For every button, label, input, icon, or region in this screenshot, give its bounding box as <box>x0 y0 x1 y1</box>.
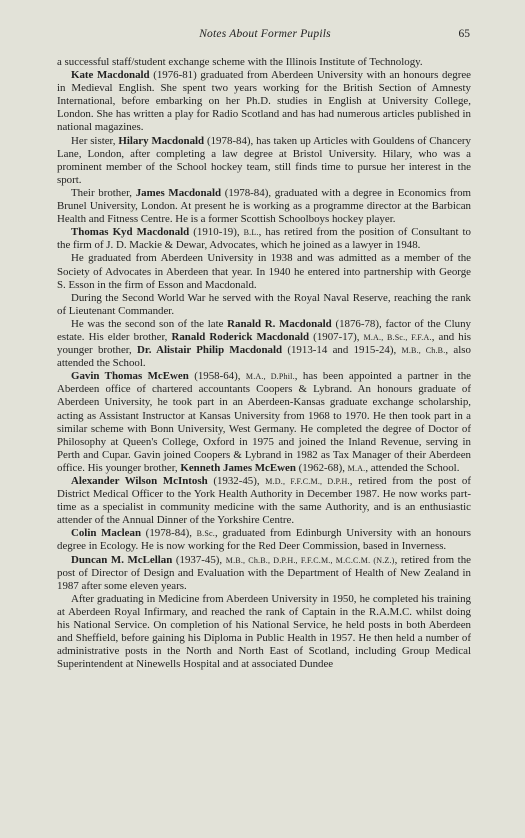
degree-abbreviations: M.B., Ch.B., D.P.H., F.F.C.M., M.C.C.M. (N.Z.) <box>225 555 395 565</box>
paragraph-text: (1910-19), <box>189 226 244 239</box>
paragraph-text: , attended the School. <box>365 461 460 474</box>
paragraph-text: (1978-84), graduated with a degree in Economics from Brunel University, London. At present he is working as a programme director at the Barbican Health and Fitness Centre. He is a former Scottish Schoolboys hockey player. <box>57 186 472 226</box>
person-name: Colin Maclean <box>71 527 142 540</box>
paragraph-text: , has been appointed a partner in the Aberdeen office of chartered accountants Coopers & Lybrand. An honours graduate of Aberdeen University, he took part in an Aberdeen-Kansas graduate exchange scholarship, acting as Assistant Instructor at Kansas University from 1968 to 1970. He then took part in a similar scheme with Bonn University, West Germany. He completed the degree of Doctor of Philosophy at Queen's College, Oxford in 1975 and joined the Inland Revenue, serving in Perth and Cupar. Gavin joined Coopers & Lybrand in 1982 as Tax Manager of their Aberdeen office. His younger brother, <box>57 370 471 474</box>
person-name: Duncan M. McLellan <box>71 553 173 566</box>
degree-abbreviations: M.A., B.Sc., F.F.A. <box>363 332 432 342</box>
page-header <box>60 28 470 44</box>
paragraph-text: After graduating in Medicine from Aberdeen University in 1950, he completed his training at Aberdeen Royal Infirmary, and reached the rank of Captain in the R.A.M.C. whilst doing his National Service. On completion of his National Service, he held posts in both Aberdeen and Sheffield, before gaining his Diploma in Public Health in 1957. He then held a number of administrative posts in the North and North East of Scotland, including Group Medical Superintendent at Ninewells Hospital and at associated Dundee <box>57 592 471 671</box>
paragraph-text: , retired from the post of District Medical Officer to the York Health Authority in December 1987. He now works part-time as a specialist in community medicine with the same Authority, and is an enthusiastic attender of the Annual Dinner of the Yorkshire Centre. <box>57 475 471 527</box>
degree-abbreviations: B.L. <box>243 228 259 238</box>
paragraph <box>57 226 471 252</box>
paragraph <box>57 252 471 291</box>
paragraph <box>57 135 471 187</box>
paragraph <box>57 593 471 672</box>
paragraph-text: (1932-45), <box>207 475 266 487</box>
paragraph-text: Her sister, <box>71 134 119 147</box>
paragraph-text: , has retired from the position of Consultant to the firm of J. D. Mackie & Dewar, Advocates, which he joined as a lawyer in 1948. <box>57 226 471 252</box>
paragraph-text: (1962-68), <box>295 461 348 474</box>
person-name: Kenneth James McEwen <box>180 461 296 474</box>
paragraph-text: He was the second son of the late <box>71 317 228 330</box>
degree-abbreviations: M.A., D.Phil. <box>245 372 295 382</box>
paragraph-text: , graduated from Edinburgh University with an honours degree in Ecology. He is now working for the Red Deer Commission, based in Inverness. <box>57 527 471 553</box>
paragraph-text: During the Second World War he served with the Royal Naval Reserve, reaching the rank of Lieutenant Commander. <box>57 291 471 317</box>
person-name: Gavin Thomas McEwen <box>71 370 189 383</box>
paragraph-text: (1958-64), <box>188 370 246 383</box>
paragraph-text: (1937-45), <box>172 553 226 566</box>
paragraph-text: , also attended the School. <box>57 344 471 370</box>
paragraph-text: (1913-14 and 1915-24), <box>282 344 402 357</box>
body-text <box>57 56 471 671</box>
person-name: Dr. Alistair Philip Macdonald <box>137 344 283 357</box>
paragraph <box>57 69 471 134</box>
person-name: Kate Macdonald <box>71 69 150 82</box>
paragraph <box>57 318 471 370</box>
paragraph-text: , retired from the post of Director of Design and Evaluation with the Department of Health of New Zealand in 1987 after some eleven years. <box>57 553 471 592</box>
degree-abbreviations: B.Sc. <box>196 529 215 539</box>
paragraph <box>57 475 471 527</box>
paragraph-text: He graduated from Aberdeen University in 1938 and was admitted as a member of the Society of Advocates in Aberdeen that year. In 1940 he entered into partnership with George S. Esson in the firm of Esson and Macdonald. <box>57 252 471 291</box>
paragraph-text: (1876-78), factor of the Cluny estate. His elder brother, <box>57 317 471 343</box>
paragraph <box>57 187 471 226</box>
person-name: Alexander Wilson McIntosh <box>71 475 208 487</box>
paragraph-text: (1907-17), <box>309 330 364 343</box>
running-title: Notes About Former Pupils <box>199 28 331 40</box>
degree-abbreviations: M.A. <box>347 463 366 473</box>
person-name: James Macdonald <box>135 186 222 199</box>
person-name: Thomas Kyd Macdonald <box>71 226 190 239</box>
person-name: Ranald Roderick Macdonald <box>171 330 310 343</box>
paragraph <box>57 370 471 475</box>
paragraph-text: (1976-81) graduated from Aberdeen University with an honours degree in Medieval English. She spent two years working for the British Section of Amnesty International, before embarking on her Ph.D. studies in English at University College, London. She has written a play for Radio Scotland and has had numerous articles published in national magazines. <box>57 69 471 134</box>
paragraph-text: a successful staff/student exchange scheme with the Illinois Institute of Technology. <box>57 56 423 68</box>
paragraph-text: (1978-84), has taken up Articles with Gouldens of Chancery Lane, London, after completing a law degree at Bristol University. Hilary, who was a prominent member of the School hockey team, still finds time to pursue her interest in the sport. <box>57 134 471 186</box>
paragraph-text: , and his younger brother, <box>57 330 471 357</box>
paragraph-text: (1978-84), <box>141 527 197 540</box>
paragraph <box>57 56 471 69</box>
paragraph <box>57 527 471 553</box>
paragraph <box>57 554 471 593</box>
degree-abbreviations: M.D., F.F.C.M., D.P.H. <box>265 477 350 486</box>
paragraph <box>57 292 471 318</box>
paragraph-text: Their brother, <box>71 186 136 199</box>
page-number: 65 <box>458 28 470 40</box>
person-name: Hilary Macdonald <box>118 134 205 147</box>
person-name: Ranald R. Macdonald <box>227 317 332 330</box>
degree-abbreviations: M.B., Ch.B. <box>401 346 446 356</box>
